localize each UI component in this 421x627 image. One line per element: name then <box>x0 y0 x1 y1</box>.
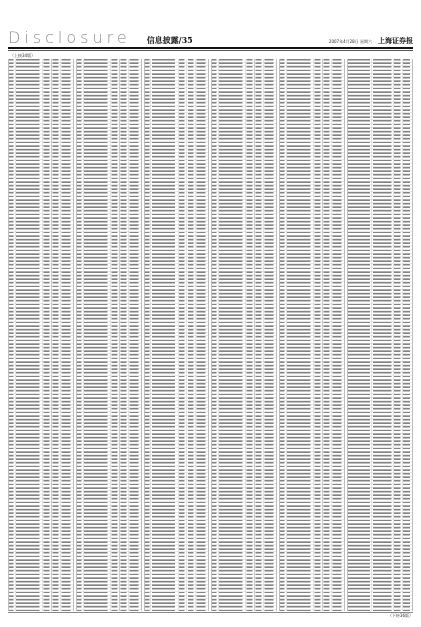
table-column-5 <box>279 59 345 611</box>
footer-rule <box>8 612 413 613</box>
table-column-3 <box>144 59 210 611</box>
table-column-4 <box>211 59 277 611</box>
disclosure-table-columns <box>8 59 413 611</box>
table-text <box>145 59 209 611</box>
section-brand: Disclosure <box>8 28 131 47</box>
newspaper-logo: 上海证券报 <box>378 36 413 45</box>
table-column-6 <box>347 59 413 611</box>
table-text <box>77 59 141 611</box>
table-text <box>280 59 344 611</box>
continued-from-label: （上接34版） <box>10 53 36 58</box>
table-text <box>348 59 412 611</box>
section-title: 信息披露/35 <box>146 35 193 45</box>
masthead-rule-thin <box>8 50 413 51</box>
table-column-2 <box>76 59 142 611</box>
masthead <box>8 20 413 46</box>
continued-to-label: （下转36版） <box>387 613 413 618</box>
masthead-rule-thick <box>8 47 413 49</box>
table-column-1 <box>8 59 74 611</box>
table-text <box>212 59 276 611</box>
table-text <box>9 59 73 611</box>
dateline: 2007年4月28日 星期六 <box>328 39 372 44</box>
